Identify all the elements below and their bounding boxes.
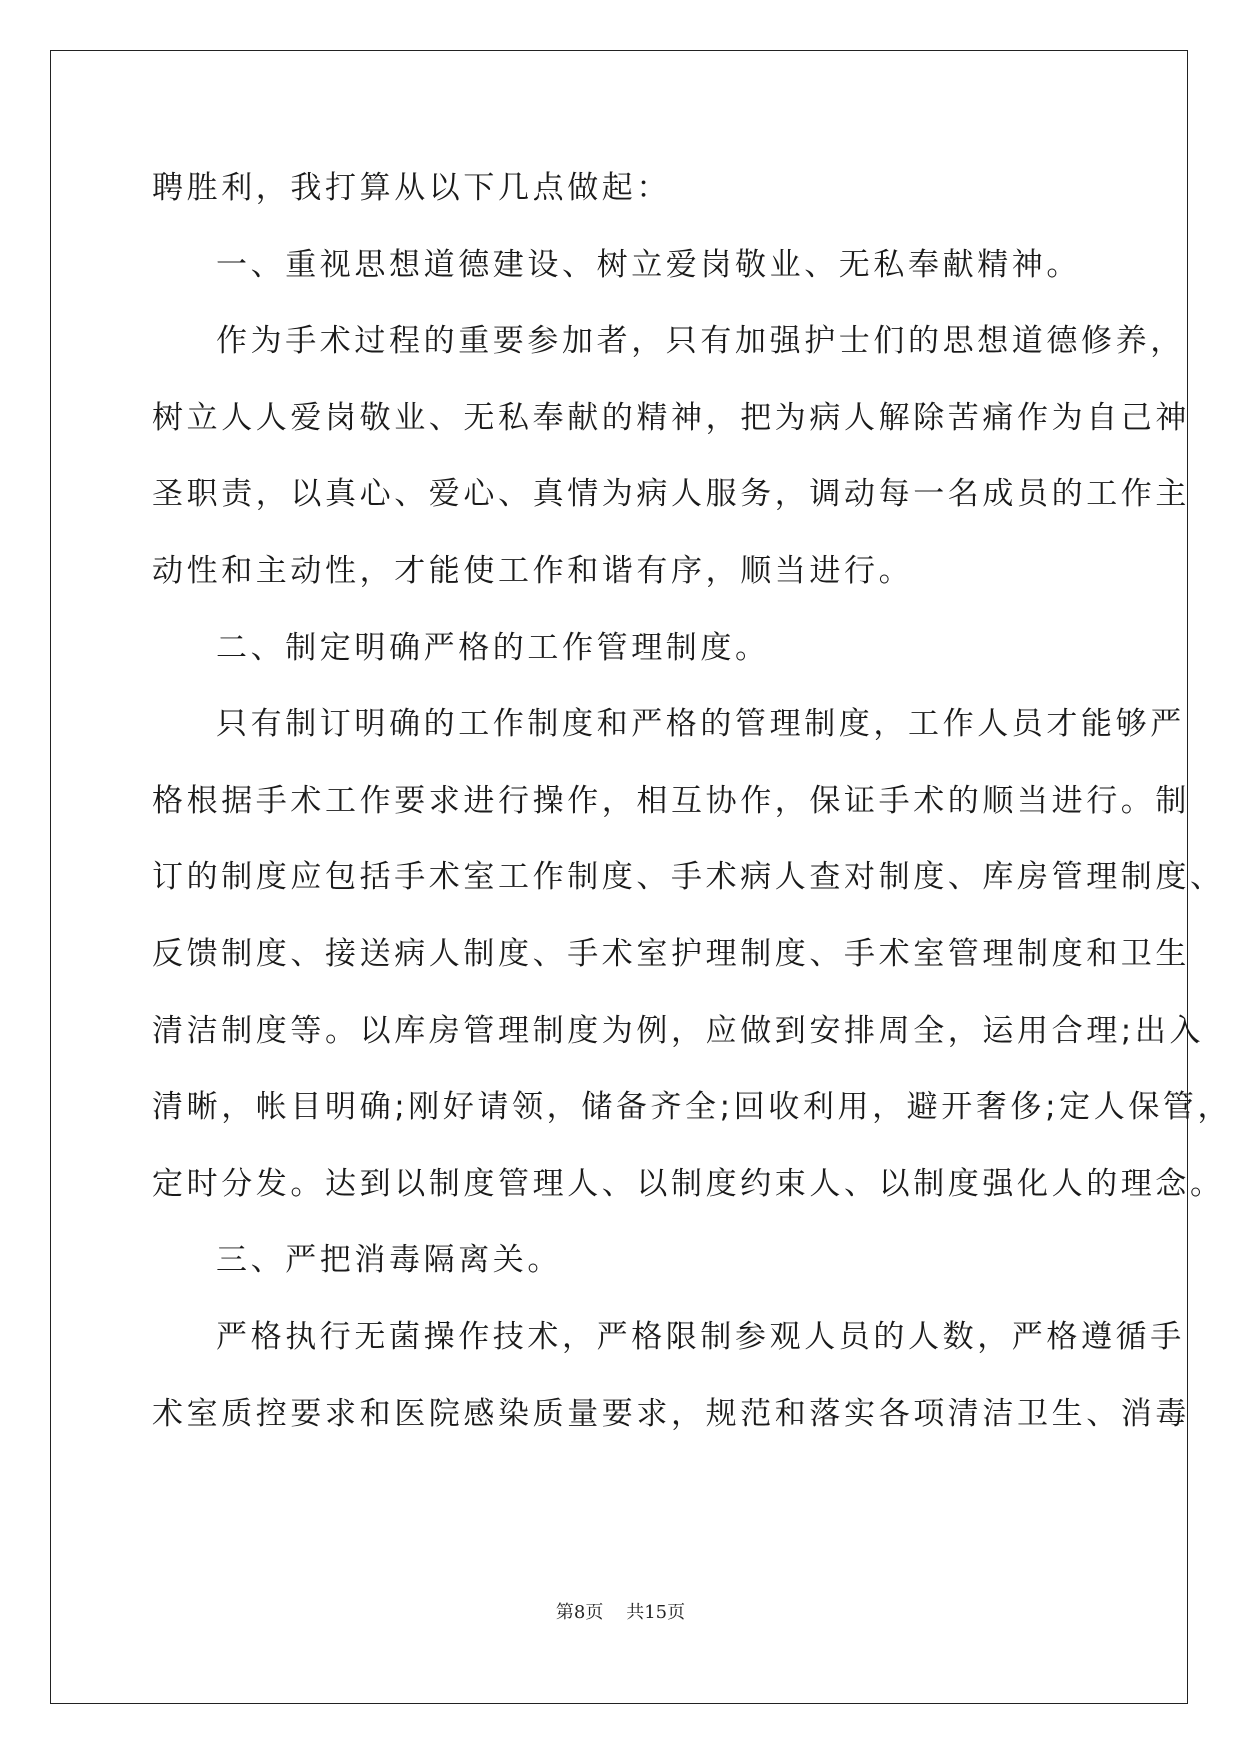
text-line: 三、严把消毒隔离关。 <box>216 1242 562 1279</box>
text-line: 定时分发。达到以制度管理人、以制度约束人、以制度强化人的理念。 <box>152 1165 1225 1202</box>
text-line: 动性和主动性，才能使工作和谐有序，顺当进行。 <box>152 552 914 589</box>
text-line: 圣职责，以真心、爱心、真情为病人服务，调动每一名成员的工作主 <box>152 476 1190 513</box>
text-line: 只有制订明确的工作制度和严格的管理制度，工作人员才能够严 <box>216 706 1185 743</box>
text-line: 格根据手术工作要求进行操作，相互协作，保证手术的顺当进行。制 <box>152 782 1190 819</box>
text-line: 反馈制度、接送病人制度、手术室护理制度、手术室管理制度和卫生 <box>152 935 1190 972</box>
text-line: 一、重视思想道德建设、树立爱岗敬业、无私奉献精神。 <box>216 246 1081 283</box>
text-line: 订的制度应包括手术室工作制度、手术病人查对制度、库房管理制度、 <box>152 859 1225 896</box>
total-pages: 共15页 <box>626 1602 686 1623</box>
text-line: 严格执行无菌操作技术，严格限制参观人员的人数，严格遵循手 <box>216 1318 1185 1355</box>
footer-gap <box>603 1602 626 1623</box>
text-line: 聘胜利，我打算从以下几点做起： <box>152 170 671 206</box>
text-line: 二、制定明确严格的工作管理制度。 <box>216 629 770 666</box>
text-line: 作为手术过程的重要参加者，只有加强护士们的思想道德修养， <box>216 323 1185 360</box>
text-line: 术室质控要求和医院感染质量要求，规范和落实各项清洁卫生、消毒 <box>152 1395 1190 1432</box>
document-body <box>152 168 1233 1470</box>
text-line: 清晰，帐目明确;刚好请领，储备齐全;回收利用，避开奢侈;定人保管， <box>152 1089 1233 1126</box>
page-number: 第8页 <box>555 1602 604 1623</box>
text-line: 树立人人爱岗敬业、无私奉献的精神，把为病人解除苦痛作为自己神 <box>152 399 1190 436</box>
text-line: 清洁制度等。以库房管理制度为例，应做到安排周全，运用合理;出入 <box>152 1012 1205 1049</box>
page-footer <box>0 1598 1241 1624</box>
